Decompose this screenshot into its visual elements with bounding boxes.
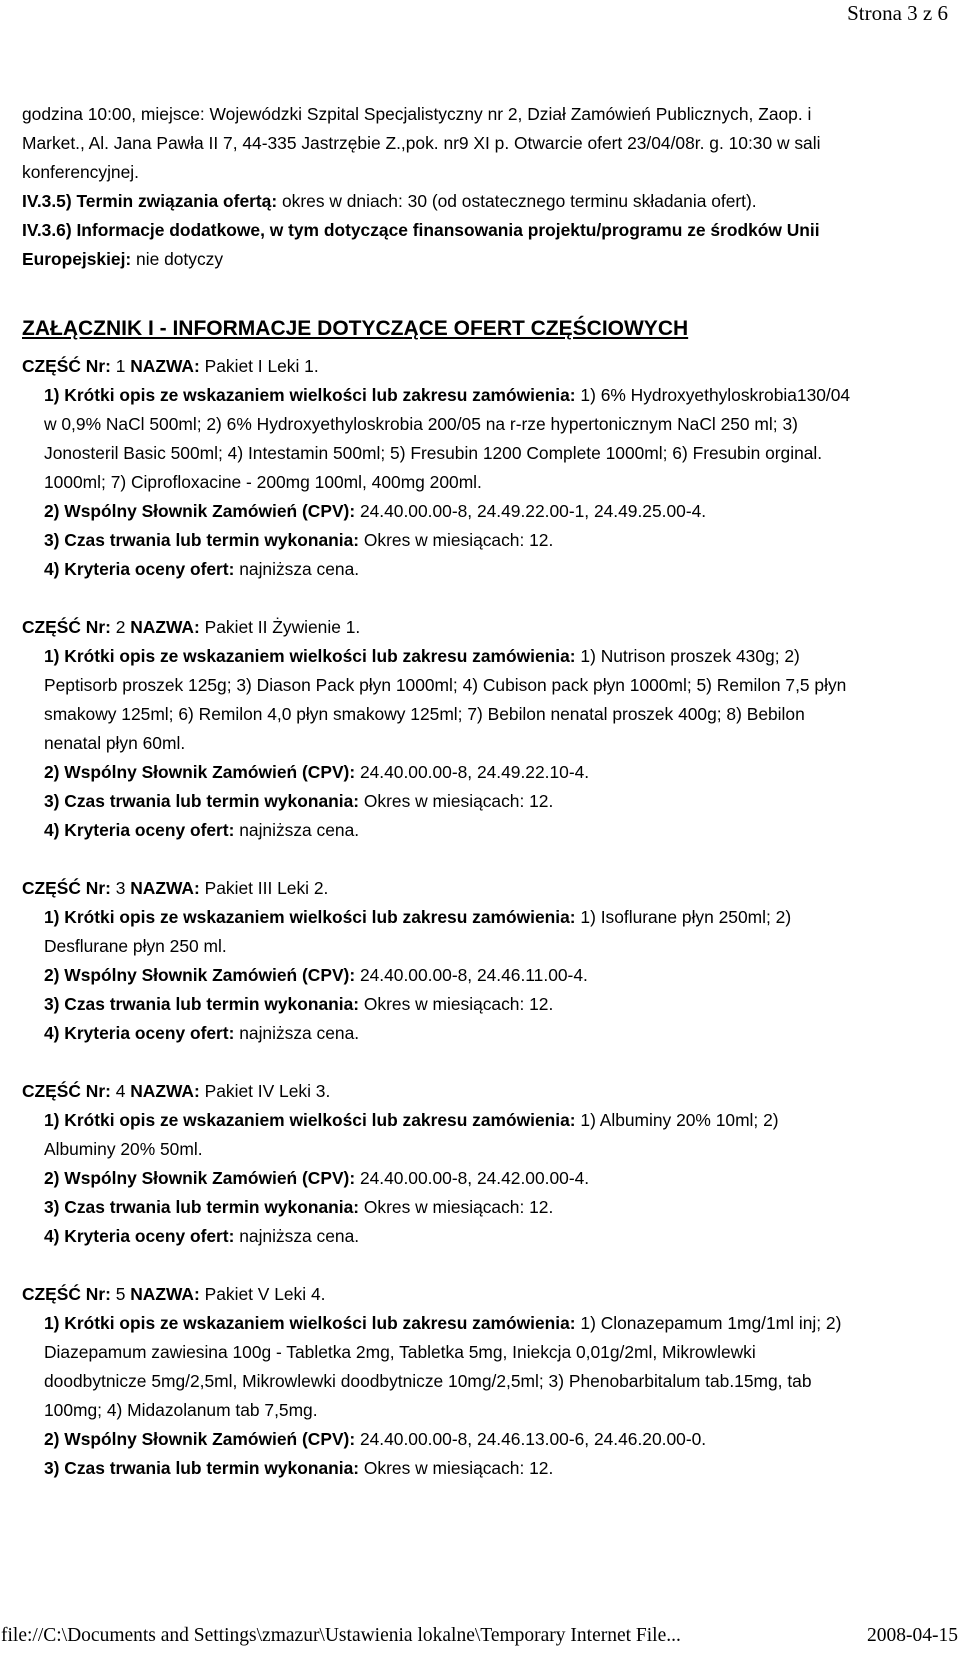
desc-label: 1) Krótki opis ze wskazaniem wielkości lub zakresu zamówienia:	[44, 385, 576, 405]
part-name-label: NAZWA:	[130, 878, 200, 898]
criteria-value: najniższa cena.	[234, 559, 360, 579]
part-name: Pakiet IV Leki 3.	[199, 1081, 331, 1101]
part-criteria	[44, 1019, 942, 1048]
part-duration	[44, 1454, 942, 1483]
part-nr-label: CZĘŚĆ Nr:	[22, 878, 111, 898]
part-name-label: NAZWA:	[130, 1284, 200, 1304]
part-cpv	[44, 1425, 942, 1454]
part-details	[22, 381, 942, 584]
time-value: Okres w miesiącach: 12.	[359, 994, 554, 1014]
section-iv-3-6	[22, 216, 942, 274]
part-nr-label: CZĘŚĆ Nr:	[22, 356, 111, 376]
part-name: Pakiet V Leki 4.	[199, 1284, 326, 1304]
part-header	[22, 874, 942, 903]
cpv-value: 24.40.00.00-8, 24.46.11.00-4.	[355, 965, 588, 985]
time-label: 3) Czas trwania lub termin wykonania:	[44, 1458, 360, 1478]
desc-first: 1) Isoflurane płyn 250ml; 2)	[575, 907, 792, 927]
page-number: Strona 3 z 6	[847, 1, 948, 25]
part-block	[22, 613, 942, 845]
desc-first: 1) Albuminy 20% 10ml; 2)	[575, 1110, 779, 1130]
part-duration	[44, 787, 942, 816]
part-name: Pakiet I Leki 1.	[199, 356, 319, 376]
desc-line: w 0,9% NaCl 500ml; 2) 6% Hydroxyethyloskrobia 200/05 na r-rze hypertonicznym NaCl 250 ml; 3)	[44, 414, 798, 434]
cpv-label: 2) Wspólny Słownik Zamówień (CPV):	[44, 762, 356, 782]
part-duration	[44, 990, 942, 1019]
part-details	[22, 642, 942, 845]
section-label: IV.3.6) Informacje dodatkowe, w tym dotyczące finansowania projektu/programu ze środków Unii	[22, 220, 820, 240]
part-name-label: NAZWA:	[130, 356, 200, 376]
intro-line: Market., Al. Jana Pawła II 7, 44-335 Jastrzębie Z.,pok. nr9 XI p. Otwarcie ofert 23/04/08r. g. 10:30 w sali	[22, 133, 821, 153]
cpv-value: 24.40.00.00-8, 24.42.00.00-4.	[355, 1168, 590, 1188]
part-name-label: NAZWA:	[130, 617, 200, 637]
part-nr: 1	[110, 356, 131, 376]
criteria-value: najniższa cena.	[234, 820, 360, 840]
part-description	[44, 642, 942, 671]
part-cpv	[44, 1164, 942, 1193]
cpv-label: 2) Wspólny Słownik Zamówień (CPV):	[44, 1168, 356, 1188]
criteria-label: 4) Kryteria oceny ofert:	[44, 820, 235, 840]
criteria-value: najniższa cena.	[234, 1226, 360, 1246]
part-cpv	[44, 497, 942, 526]
cpv-value: 24.40.00.00-8, 24.46.13.00-6, 24.46.20.00-0.	[355, 1429, 707, 1449]
time-label: 3) Czas trwania lub termin wykonania:	[44, 530, 360, 550]
part-nr: 3	[110, 878, 131, 898]
desc-line: Peptisorb proszek 125g; 3) Diason Pack płyn 1000ml; 4) Cubison pack płyn 1000ml; 5) Remilon 7,5 płyn	[44, 675, 847, 695]
desc-line: 100mg; 4) Midazolanum tab 7,5mg.	[44, 1400, 318, 1420]
part-criteria	[44, 555, 942, 584]
part-details	[22, 903, 942, 1048]
part-nr: 5	[110, 1284, 131, 1304]
desc-first: 1) 6% Hydroxyethyloskrobia130/04	[575, 385, 851, 405]
desc-first: 1) Clonazepamum 1mg/1ml inj; 2)	[575, 1313, 842, 1333]
cpv-value: 24.40.00.00-8, 24.49.22.00-1, 24.49.25.00-4.	[355, 501, 707, 521]
section-iv-3-5	[22, 187, 942, 216]
annex-title: ZAŁĄCZNIK I - INFORMACJE DOTYCZĄCE OFERT CZĘŚCIOWYCH	[22, 317, 689, 340]
desc-line: 1000ml; 7) Ciprofloxacine - 200mg 100ml, 400mg 200ml.	[44, 472, 482, 492]
part-name: Pakiet II Żywienie 1.	[199, 617, 361, 637]
footer-file-path: file://C:\Documents and Settings\zmazur\Ustawienia lokalne\Temporary Internet File...	[1, 1625, 681, 1646]
criteria-label: 4) Kryteria oceny ofert:	[44, 1023, 235, 1043]
part-block	[22, 1280, 942, 1483]
part-name: Pakiet III Leki 2.	[199, 878, 329, 898]
part-criteria	[44, 1222, 942, 1251]
time-label: 3) Czas trwania lub termin wykonania:	[44, 994, 360, 1014]
part-details	[22, 1309, 942, 1483]
document-body	[22, 100, 942, 1483]
section-label-cont: Europejskiej:	[22, 249, 132, 269]
section-value: okres w dniach: 30 (od ostatecznego terminu składania ofert).	[277, 191, 757, 211]
desc-line: smakowy 125ml; 6) Remilon 4,0 płyn smakowy 125ml; 7) Bebilon nenatal proszek 400g; 8) Bebilon	[44, 704, 805, 724]
part-description	[44, 1106, 942, 1135]
part-duration	[44, 1193, 942, 1222]
part-details	[22, 1106, 942, 1251]
part-cpv	[44, 961, 942, 990]
cpv-label: 2) Wspólny Słownik Zamówień (CPV):	[44, 501, 356, 521]
section-value: nie dotyczy	[131, 249, 224, 269]
part-name-label: NAZWA:	[130, 1081, 200, 1101]
part-nr-label: CZĘŚĆ Nr:	[22, 617, 111, 637]
part-nr: 2	[110, 617, 131, 637]
time-value: Okres w miesiącach: 12.	[359, 1458, 554, 1478]
part-header	[22, 1077, 942, 1106]
part-cpv	[44, 758, 942, 787]
section-label: IV.3.5) Termin związania ofertą:	[22, 191, 278, 211]
part-duration	[44, 526, 942, 555]
criteria-value: najniższa cena.	[234, 1023, 360, 1043]
desc-line: Jonosteril Basic 500ml; 4) Intestamin 500ml; 5) Fresubin 1200 Complete 1000ml; 6) Fresubin orginal.	[44, 443, 823, 463]
part-nr-label: CZĘŚĆ Nr:	[22, 1081, 111, 1101]
criteria-label: 4) Kryteria oceny ofert:	[44, 559, 235, 579]
part-criteria	[44, 816, 942, 845]
cpv-label: 2) Wspólny Słownik Zamówień (CPV):	[44, 965, 356, 985]
part-nr-label: CZĘŚĆ Nr:	[22, 1284, 111, 1304]
desc-label: 1) Krótki opis ze wskazaniem wielkości lub zakresu zamówienia:	[44, 1313, 576, 1333]
time-label: 3) Czas trwania lub termin wykonania:	[44, 791, 360, 811]
part-nr: 4	[110, 1081, 131, 1101]
time-value: Okres w miesiącach: 12.	[359, 530, 554, 550]
desc-line: Desflurane płyn 250 ml.	[44, 936, 227, 956]
intro-line: godzina 10:00, miejsce: Wojewódzki Szpital Specjalistyczny nr 2, Dział Zamówień Publicznych, Zaop. i	[22, 104, 812, 124]
desc-label: 1) Krótki opis ze wskazaniem wielkości lub zakresu zamówienia:	[44, 646, 576, 666]
part-block	[22, 1077, 942, 1251]
part-header	[22, 613, 942, 642]
desc-line: doodbytnicze 5mg/2,5ml, Mikrowlewki doodbytnicze 10mg/2,5ml; 3) Phenobarbitalum tab.15mg, tab	[44, 1371, 812, 1391]
criteria-label: 4) Kryteria oceny ofert:	[44, 1226, 235, 1246]
cpv-label: 2) Wspólny Słownik Zamówień (CPV):	[44, 1429, 356, 1449]
cpv-value: 24.40.00.00-8, 24.49.22.10-4.	[355, 762, 590, 782]
part-description	[44, 1309, 942, 1338]
intro-paragraph	[22, 100, 942, 187]
desc-label: 1) Krótki opis ze wskazaniem wielkości lub zakresu zamówienia:	[44, 907, 576, 927]
time-value: Okres w miesiącach: 12.	[359, 1197, 554, 1217]
desc-first: 1) Nutrison proszek 430g; 2)	[575, 646, 800, 666]
desc-label: 1) Krótki opis ze wskazaniem wielkości lub zakresu zamówienia:	[44, 1110, 576, 1130]
desc-line: Albuminy 20% 50ml.	[44, 1139, 203, 1159]
part-description	[44, 381, 942, 410]
intro-line: konferencyjnej.	[22, 162, 139, 182]
desc-line: nenatal płyn 60ml.	[44, 733, 186, 753]
time-label: 3) Czas trwania lub termin wykonania:	[44, 1197, 360, 1217]
part-description	[44, 903, 942, 932]
part-block	[22, 352, 942, 584]
time-value: Okres w miesiącach: 12.	[359, 791, 554, 811]
part-header	[22, 1280, 942, 1309]
parts-list	[22, 352, 942, 1483]
part-block	[22, 874, 942, 1048]
part-header	[22, 352, 942, 381]
desc-line: Diazepamum zawiesina 100g - Tabletka 2mg, Tabletka 5mg, Iniekcja 0,01g/2ml, Mikrowlewki	[44, 1342, 756, 1362]
footer-date: 2008-04-15	[867, 1625, 958, 1646]
